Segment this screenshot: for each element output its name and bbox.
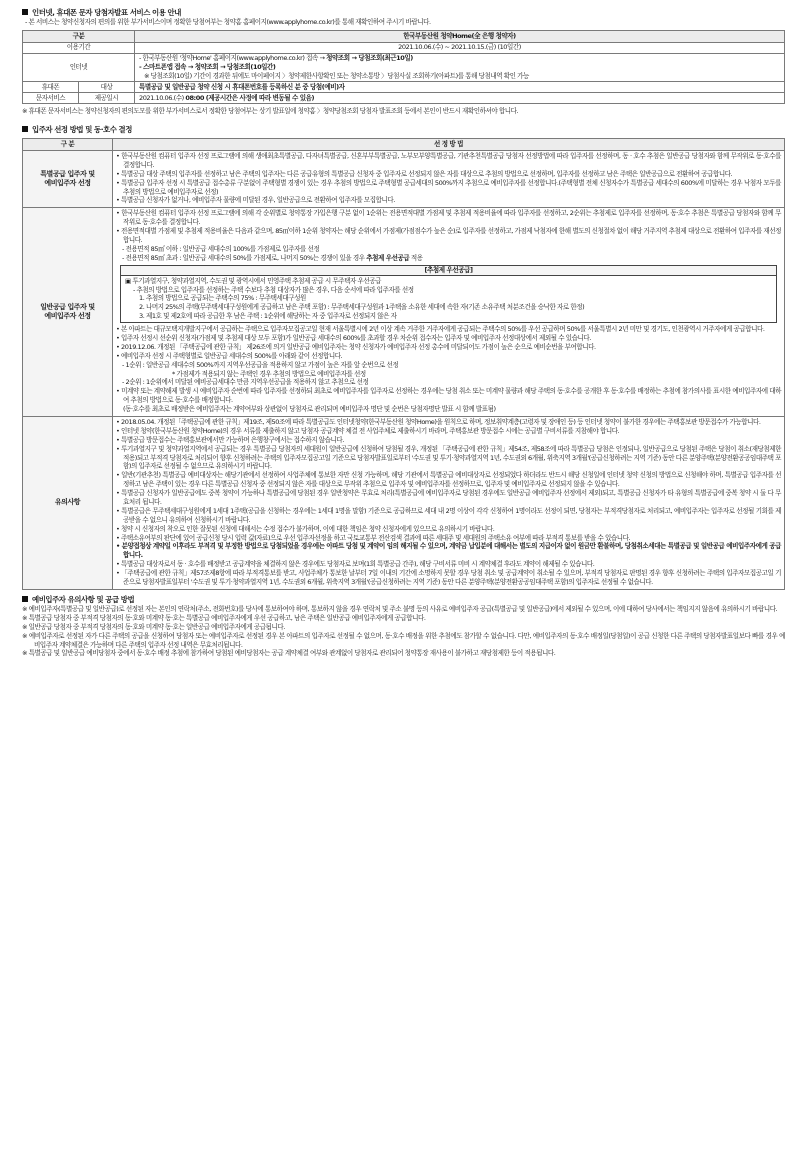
target-row — [23, 82, 785, 93]
rank-item: - 2순위 : 1순위에서 미달된 예비공급세대수 만큼 지역우선공급을 적용하지 않고 추첨으로 선정 — [122, 378, 369, 387]
list-item: ※ 일반공급 당첨자 중 부적격 당첨자의 동·호와 미계약 동·호는 일반공급 예비입주자에게 공급됩니다. — [22, 622, 285, 631]
list-item-note: (동·호수를 최초로 배정받은 예비입주자는 계약여부와 상관없이 당첨자로 관리되며 예비입주자 명단 및 순번은 당첨자명단 발표 시 함께 발표됨) — [123, 405, 496, 414]
general-row — [23, 208, 785, 417]
box-line: 2. 나머지 25%의 주택(무주택세대구성원에게 공급하고 남은 주택 포함) : 무주택세대구성원과 1주택을 소유한 세대에 속한 자(기존 소유주택 처분조건을 승낙한 자로 한정) — [139, 303, 585, 312]
box-line: 1. 추첨의 방법으로 공급되는 주택수의 75% : 무주택세대구성원 — [139, 294, 306, 303]
dash-item-tail: 적용 — [409, 253, 423, 262]
internet-value — [135, 53, 785, 82]
internet-label: 인터넷 — [23, 53, 135, 82]
list-item: • 청약 시 신청자의 착오로 인한 잘못된 신청에 대해서는 수정 접수가 불가하며, 이에 대한 책임은 청약 신청자에게 있으므로 유의하시기 바랍니다. — [116, 524, 495, 533]
box-line: 3. 제1호 및 제2호에 따라 공급한 후 남은 주택 : 1순위에 해당하는 자 중 입주자로 선정되지 않은 자 — [139, 312, 397, 321]
general-label-line-2: 예비입주자 선정 — [44, 312, 91, 321]
section1-title-text: 인터넷, 휴대폰 문자 당첨자발표 서비스 이용 안내 — [32, 8, 181, 17]
caution-label: 유의사항 — [23, 416, 113, 589]
list-item: ※ 특별공급 당첨자 중 부적격 당첨자의 동·호와 미계약 동·호는 특별공급 예비입주자에게 우선 공급하고, 남은 주택은 일반공급 예비입주자에게 공급합니다. — [22, 613, 426, 622]
header-applyhome: 한국부동산원 청약Home(全 은행 청약자) — [135, 30, 785, 42]
internet-line-2: - 스마트폰앱 접속 → 청약조회 → 당첨조회(10일간) — [139, 63, 276, 72]
special-body — [113, 151, 785, 208]
internet-row — [23, 53, 785, 82]
list-item: • 특별공급 입주자 선정 시 특별공급 접수총류 구분없이 주택형별 경쟁이 있는 경우 추첨의 방법으로 주택형별 공급세대의 500%까지 추첨으로 예비입주자를 선정합니다.(주택형별 전체 신청자수가 특별공급 세대수의 600%에 미달하는 경우 낙첨자 모두를 추첨의 방법으로 예비입주자로 선정) — [116, 178, 781, 196]
mobile-label-1: 휴대폰 — [23, 82, 79, 93]
list-item: • 특별공급 신청자가 일반공급에도 중복 청약이 가능하나 특별공급에 당첨된 경우 일반청약은 무효로 처리(특별공급에 예비입주자로 당첨된 경우에도 일반공급 예비입주자 선정에서 제외)되고, 특별공급 신청자가 타 유형의 특별공급에 중복 청약 시 둘 다 무효처리 됩니다. — [116, 489, 781, 506]
special-label — [23, 151, 113, 208]
general-label-line-1: 일반공급 입주자 및 — [40, 302, 95, 311]
date-value-bold: 08:00 (제공시간은 사정에 따라 변동될 수 있음) — [185, 93, 314, 102]
mobile-label-2: 문자서비스 — [23, 93, 79, 104]
selection-method-table — [22, 138, 785, 590]
square-bullet-icon — [22, 9, 28, 15]
list-item: • 미계약 또는 계약해제 발생 시 예비입주자 순번에 따라 입주자를 선정하되 최초로 예비입주자를 입주자로 선정하는 경우에는 당첨 취소 또는 미계약 물량과 해당 주택의 동·호수를 공개한 후 동·호수를 배정하는 추첨에 참가의사를 표시한 예비입주자에 대하여 추첨의 방법으로 동·호수를 배정합니다. — [116, 387, 781, 405]
period-row — [23, 42, 785, 53]
target-value: 특별공급 및 일반공급 청약 신청 시 휴대폰번호를 등록하신 분 중 당첨(예비)자 — [135, 82, 785, 93]
square-bullet-icon — [22, 126, 28, 132]
list-item: ※ 예비입주자로 선정된 자가 다른 주택의 공급을 신청하여 당첨자 또는 예비입주자로 선정된 경우 본 아파트의 입주자로 선정될 수 없으며, 동·호수 배정을 위한 추첨에도 참가할 수 없습니다. 다만, 예비입주자의 동·호수 배정일(당첨일)이 공급 신청한 다른 주택의 당첨자발표일보다 빠를 경우 예비입주자 계약체결은 가능하며 다른 주택의 입주자 선정 내역은 무효처리됩니다. — [22, 631, 785, 649]
header-category: 구분 — [23, 30, 135, 42]
section1-intro: - 본 서비스는 청약신청자의 편의를 위한 부가서비스이며 정확한 당첨여부는 청약홈 홈페이지(www.applyhome.co.kr)를 통해 재확인하여 주시기 바랍니다. — [25, 18, 431, 27]
list-item: ※ 특별공급 및 일반공급 예비당첨자 중에서 동·호수 배정 추첨에 참가하여 당첨된 예비당첨자는 공급 계약체결 여부와 관계없이 당첨자로 관리되어 청약통장 재사용이 불가하고 재당첨제한 등이 적용됩니다. — [22, 649, 556, 658]
selection-header-row — [23, 139, 785, 151]
date-row — [23, 93, 785, 104]
list-item-bold: • 분양접청상 계약일 이후라도 부적격 및 부정한 방법으로 당첨되었을 경우에는 아파트 당첨 및 계약이 임의 해지될 수 있으며, 계약금 납입분에 대해서는 별도의 지급이자 없이 원금만 환불하며, 당첨취소세대는 특별공급 및 일반공급 예비입주자에게 공급합니다. — [116, 542, 781, 560]
list-item: • 특별공급 방문접수는 주택홍보관에서만 가능하며 은행창구에서는 접수하지 않습니다. — [116, 435, 344, 444]
square-bullet-icon — [22, 596, 28, 602]
list-item: • 주택소유여부의 판단에 있어 공급신청 당시 입력 값(자료)으로 우선 입주자선정을 하고 국토교통부 전산검색 결과에 따른 세대주 및 세대원의 주택소유 여부에 따라 부적격 통보를 받을 수 있습니다. — [116, 533, 631, 542]
list-item: ※ 예비입주자(특별공급 및 일반공급)로 선정된 자는 본인의 연락처(주소, 전화번호)를 당사에 통보하여야 하며, 통보하지 않을 경우 연락처 및 주소 불명 등의 사유로 예비입주자 공급(특별공급 및 일반공급)에서 제외될 수 있으며, 이에 대하여 당사에서는 책임지지 않음에 유의하시기 바랍니다. — [22, 604, 778, 613]
special-label-line-1: 특별공급 입주자 및 — [40, 169, 95, 178]
list-item: • 특별공급 신청자가 없거나, 예비입주자 물량에 미달된 경우, 일반공급으로 전환하여 입주자를 모집합니다. — [116, 196, 395, 205]
list-item: • 한국부동산원 컴퓨터 입주자 선정 프로그램에 의해 각 순위별로 청약통장 가입은행 구분 없이 1순위는 전용면적대별 가점제 및 추첨제 적용비율에 따라 입주자를 선정하고, 2순위는 추첨제로 입주자를 선정하며, 동·호수 추첨은 특별공급 당첨자와 함께 무작위로 동·호수를 결정합니다. — [116, 209, 781, 227]
header-category: 구 분 — [23, 139, 113, 151]
target-label: 대상 — [79, 82, 135, 93]
list-item: • 특별공급은 무주택세대구성원에게 1세대 1주택(공급을 신청하는 경우에는 1세대 1명을 말함) 기준으로 공급하므로 세대 내 2명 이상이 각각 신청하여 1명이라도 선정이 되면, 당첨자는 부적격당첨자로 처리되고, 예비입주자는 입주자로 선정될 기회를 제공받을 수 없으니 유의하여 신청하시기 바랍니다. — [116, 506, 781, 524]
priority-box-title: [추첨제 우선공급] — [120, 265, 777, 276]
section3-list — [22, 605, 785, 658]
internet-line-1-text: - 한국부동산원 '청약Home' 홈페이지(www.applyhome.co.kr) 접속 → — [139, 54, 327, 63]
list-item: • 예비입주자 선정 시 주택형별로 일반공급 세대수의 500%를 아래와 같이 선정합니다. — [116, 351, 343, 360]
rank-note: * 가점제가 적용되지 않는 주택인 경우 추첨의 방법으로 예비입주자를 선정 — [172, 369, 366, 378]
dash-item — [116, 254, 781, 263]
list-item: • 특별공급 대상 주택의 입주자를 선정하고 남은 주택의 입주자는 다른 공급유형의 특별공급 신청자 중 입주자로 선정되지 않은 자를 대상으로 추첨의 방법으로 선정하며, 입주자를 선정하고 남은 주택은 일반공급으로 전환하여 공급합니다. — [116, 169, 733, 178]
list-item: • 전용면적대별 가점제 및 추첨제 적용비율은 다음과 같으며, 85㎡이하 1순위 청약자는 해당 순위에서 가점제(가점점수가 높은 순)로 입주자를 선정하고, 가점제 낙첨자에 한해 별도의 신청절차 없이 해당 거주지역 추첨제 대상으로 전환하여 입주자를 재선정합니다. — [116, 227, 781, 245]
date-value-text: 2021.10.06.(수) — [139, 93, 186, 102]
list-item: • 투기과열지구 및 청약과열지역에서 공급되는 경우 특별공급 당첨자의 세대원이 일반공급에 신청하여 당첨될 경우, 개정된 「주택공급에 관한 규칙」제54조, 제58조에 따라 특별공급 당첨은 인정되나, 일반공급으로 당첨된 주택은 당첨이 취소(재당첨제한 적용)되고 부적격 당첨자로 처리되어 향후 신청하려는 주택의 입주자모집공고일 기준으로 당첨자발표일로부터 '수도권 및 투기·청약과열지역 1년, 수도권외 6개월, 위축지역 3개월'(공급신청하려는 지역 기준) 동안 다른 분양주택(분양전환공공임대주택 포함)의 입주자로 선정될 수 없으므로 유의하시기 바랍니다. — [116, 444, 781, 471]
list-item: • 특별공급 대상자로서 동 · 호수를 배정받고 공급계약을 체결하지 않은 경우에도 당첨자로 보며(1회 특별공급 간주), 해당 구비서류 미비 시 계약체결 후라도 계약이 해제될 수 있습니다. — [116, 560, 595, 569]
announcement-service-table — [22, 30, 785, 104]
dash-item: - 전용면적 85㎡ 이하 : 일반공급 세대수의 100%를 가점제로 입주자를 선정 — [122, 244, 320, 253]
general-body — [113, 208, 785, 417]
box-line: - 추첨의 방법으로 입주자를 선정하는 주택 수보다 추첨 대상자가 많은 경우, 다음 순서에 따라 입주자를 선정 — [133, 285, 414, 294]
list-item: • 2018.05.04. 개정된「주택공급에 관한 규칙」제19조, 제50조에 따라 특별공급도 인터넷청약(한국부동산원 청약Home)을 원칙으로 하며, 정보취약계층(고령자 및 장애인 등) 등 인터넷 청약이 불가한 경우에는 주택홍보관 방문접수가 가능합니다. — [116, 417, 761, 426]
internet-line-3: ※ 당첨조회(10일) 기간이 경과한 뒤에도 마이페이지 〉청약제한사항확인 또는 청약소통방 〉당첨사실 조회하기(아파트)를 통해 당첨내역 확인 가능 — [144, 72, 529, 81]
special-row — [23, 151, 785, 208]
period-value: 2021.10.06.(수) ~ 2021.10.15.(금) (10일간) — [135, 42, 785, 53]
list-item: • 일반(기관추천) 특별공급 예비대상자는 해당기관에서 선정하여 사업주체에 통보한 자만 신청 가능하며, 해당 기관에서 특별공급 예비대상자로 선정되었다 하더라도 반드시 해당 신청일에 인터넷 청약 신청의 방법으로 신청해야 하며, 특별공급 입주자를 선정하고 남은 주택이 있는 경우 다른 특별공급 신청자 중 선정되지 않은 자를 대상으로 무작위 추첨으로 입주자 및 예비입주자를 선정하므로, 입주자 및 예비입주자로 선정되지 않을 수 있습니다. — [116, 471, 781, 489]
general-label — [23, 208, 113, 417]
dash-item-text: - 전용면적 85㎡ 초과 : 일반공급 세대수의 50%를 가점제로, 나머지 50%는 경쟁이 있을 경우 — [122, 253, 367, 262]
caution-row — [23, 416, 785, 589]
section3-title — [22, 595, 785, 605]
internet-line-1-bold: 청약조회 → 당첨조회(최근10일) — [326, 54, 413, 63]
special-label-line-2: 예비입주자 선정 — [44, 179, 91, 188]
section2-title-text: 입주자 선정 방법 및 동·호수 결정 — [32, 125, 132, 135]
box-line: ▣ 투기과열지구, 청약과열지역, 수도권 및 광역시에서 민영주택 추첨제 공급 시 무주택자 우선공급 — [125, 276, 382, 285]
period-label: 이용기간 — [23, 42, 135, 53]
priority-box — [120, 276, 777, 323]
date-value — [135, 93, 785, 104]
sms-note: ※ 휴대폰 문자서비스는 청약신청자의 편의도모를 위한 부가서비스로서 정확한 당첨여부는 상기 발표일에 청약홈 〉청약당첨조회 당첨자 발표조회 등에서 본인이 반드시 재확인하셔야 합니다. — [22, 107, 519, 116]
list-item: • 인터넷 청약(한국부동산원 청약Home)의 경우 서류를 제출하지 않고 당첨자 공급계약 체결 전 사업주체로 제출하시기 바라며, 주택홍보관 방문접수 시에는 공급별 구비서류를 지참해야 합니다. — [116, 426, 620, 435]
section1-title — [22, 8, 785, 18]
list-item: • 한국부동산원 컴퓨터 입주자 선정 프로그램에 의해 생애최초특별공급, 다자녀특별공급, 신혼부부특별공급, 노부모부양특별공급, 기관추천특별공급 당첨자 선정방법에 따라 입주자를 선정하며, 동 · 호수 추첨은 일반공급 당첨자와 함께 무작위로 동·호수를 결정합니다. — [116, 152, 781, 169]
table-header-row — [23, 30, 785, 42]
list-item: • 본 아파트는 대규모택지개발지구에서 공급하는 주택으로 입주자모집공고일 현재 서울특별시에 2년 이상 계속 거주한 거주자에게 공급되는 주택수의 50%를 우선 공급하며 50%를 서울특별시 2년 미만 및 경기도, 인천광역시 거주자에게 공급합니다. — [116, 325, 765, 334]
internet-line-1 — [139, 54, 780, 63]
list-item: • 2019.12.06. 개정된 「주택공급에 관한 규칙」 제26조에 의거 일반공급 예비입주자는 청약 신청자가 예비입주자 선정 총수에 미달되어도 가점이 높은 순으로 예비순번을 부여합니다. — [116, 342, 596, 351]
section3-title-text: 예비입주자 유의사항 및 공급 방법 — [32, 594, 135, 604]
list-item: • 입주자 선정시 선순위 신청자(가점제 및 추첨제 대상 모두 포함)가 일반공급 세대수의 600%를 초과할 경우 차순위 접수자는 입주자 및 예비입주자 선정대상에서 제외될 수 있습니다. — [116, 333, 591, 342]
caution-body — [113, 416, 785, 589]
dash-item-bold: 추첨제 우선공급 — [366, 253, 410, 262]
date-label: 제공일시 — [79, 93, 135, 104]
section2-title — [22, 125, 785, 135]
header-method: 선 정 방 법 — [113, 139, 785, 151]
rank-item: - 1순위 : 일반공급 세대수의 500%까지 지역우선공급을 적용하지 않고 가점이 높은 자를 앞 순번으로 선정 — [122, 360, 399, 369]
list-item: • 「주택공급에 관한 규칙」제57조제8항에 따라 부적격통보를 받고, 사업주체가 통보한 날부터 7일 이내의 기간에 소명하지 못할 경우 당첨 취소 및 공급계약이 취소될 수 있으며, 부적격 당첨자로 판명된 경우 향후 신청하려는 주택의 입주자모집공고일 기준으로 당첨자발표일부터 '수도권 및 투기·청약과열지역 1년, 수도권외 6개월, 위축지역 3개월'(공급신청하려는 지역 기준) 동안 다른 분양주택(분양전환공공임대주택 포함)의 입주자로 선정될 수 없습니다. — [116, 569, 781, 586]
